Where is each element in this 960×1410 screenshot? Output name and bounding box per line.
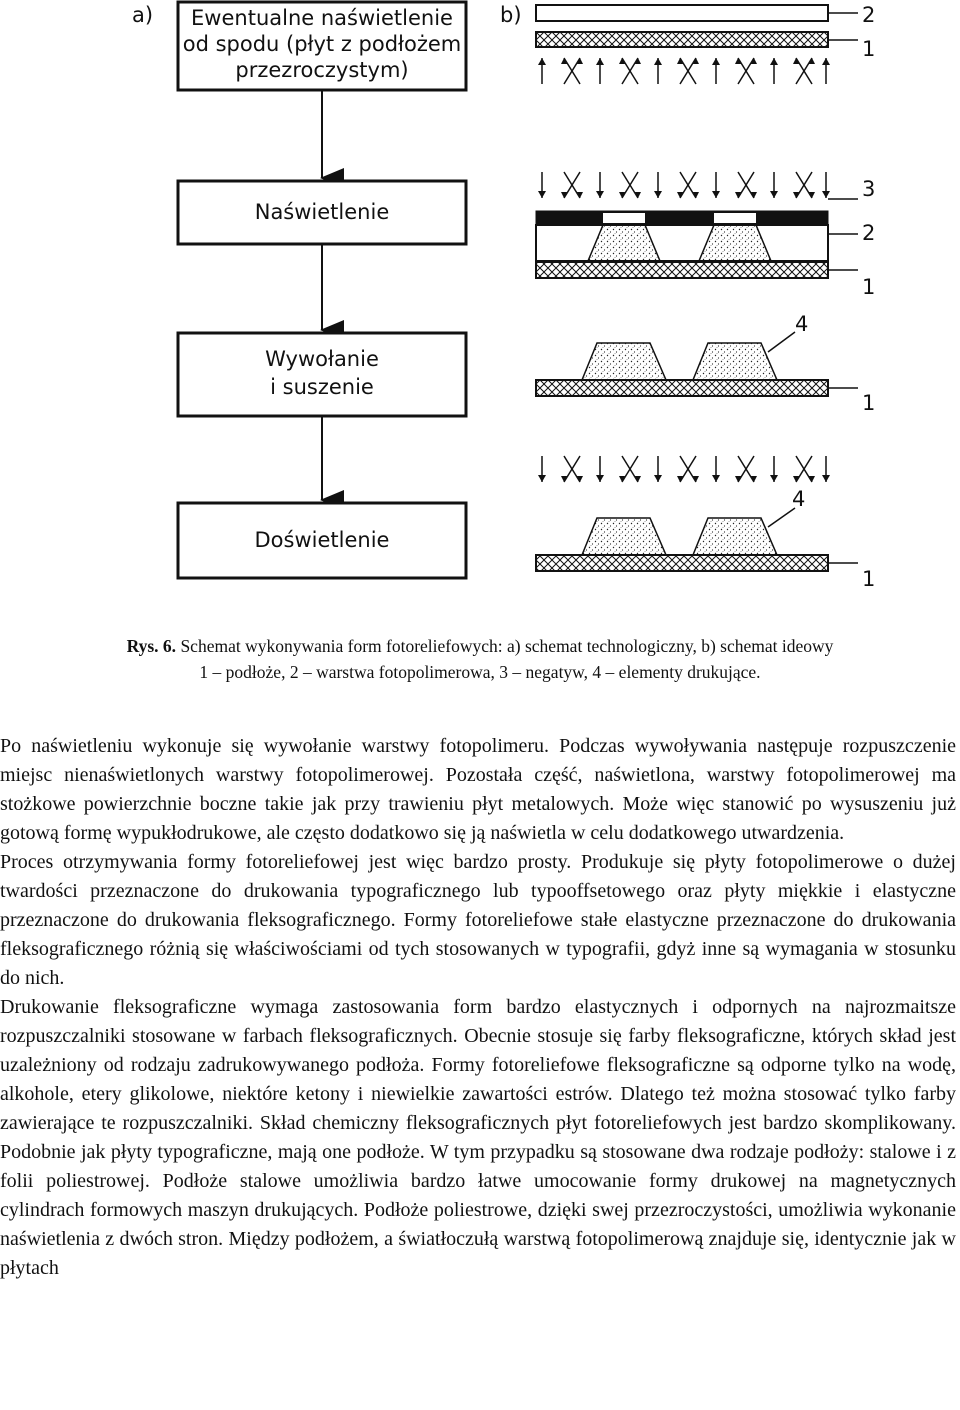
stage-2-light-rays xyxy=(538,172,830,198)
caption-text-1: Schemat wykonywania form fotoreliefowych: a) schemat technologiczny, b) schemat ideowy xyxy=(180,636,834,656)
figure-caption xyxy=(0,633,960,685)
flow-box-2-line-1: Naświetlenie xyxy=(254,200,390,224)
flow-box-3 xyxy=(178,333,466,416)
stage-1-label-2: 2 xyxy=(862,3,876,27)
stage-3-plate xyxy=(536,312,875,415)
stage-3-label-1: 1 xyxy=(862,391,876,415)
panel-b-label: b) xyxy=(500,3,522,27)
flow-box-1 xyxy=(178,2,466,90)
paragraph-1: Po naświetleniu wykonuje się wywołanie warstwy fotopolimeru. Podczas wywoływania następuje rozpuszczenie miejsc nienaświetlonych warstwy fotopolimerowej. Pozostała część, naświetlona, warstwy fotopolimerowej ma stożkowe powierzchnie boczne takie jak przy trawieniu płyt metalowych. Może więc stanowić po wysuszeniu już gotową formę wypukłodrukowe, ale często dodatkowo się ją naświetla w celu dodatkowego utwardzenia. xyxy=(0,735,956,844)
flow-box-1-line-3: przezroczystym) xyxy=(235,58,409,82)
body-text xyxy=(0,732,956,1283)
stage-3-label-4: 4 xyxy=(795,312,809,336)
stage-4-light-rays xyxy=(538,456,830,482)
flow-box-1-line-2: od spodu (płyt z podłożem xyxy=(182,32,462,56)
caption-line-1 xyxy=(0,633,960,659)
stage-4-plate xyxy=(536,487,875,591)
stage-2-label-3: 3 xyxy=(862,177,876,201)
flow-box-4-line-1: Doświetlenie xyxy=(254,528,390,552)
paragraph-3: Drukowanie fleksograficzne wymaga zastosowania form bardzo elastycznych i odpornych na najrozmaitsze rozpuszczalniki stosowane w farbach fleksograficznych. Obecnie stosuje się farby fleksograficzne, których skład jest uzależniony od rodzaju zadrukowywanego podłoża. Formy fotoreliefowe fleksograficzne są odporne tylko na wodę, alkohole, etery glikolowe, niektóre ketony i niewielkie zawartości estrów. Dlatego też można stosować tylko farby zawierające te rozpuszczalniki. Skład chemiczny fleksograficznych płyt fotoreliefowych jest bardzo skomplikowany. Podobnie jak płyty typograficzne, mają one podłoże. W tym przypadku są stosowane dwa rodzaje podłoży: stalowe i z folii poliestrowej. Podłoże stalowe umożliwia bardzo łatwe umocowanie formy drukowej na magnetycznych cylindrach formowych maszyn drukujących. Podłoże poliestrowe, dzięki swej przezroczystości, umożliwia wykonanie naświetlenia z dwóch stron. Między podłożem, a światłoczułą warstwą fotopolimerową znajduje się, identycznie jak w płytach xyxy=(0,996,956,1279)
stage-1-label-1: 1 xyxy=(862,37,876,61)
flow-box-3-line-2: i suszenie xyxy=(270,375,374,399)
stage-1-light-rays xyxy=(538,58,830,84)
flow-box-2 xyxy=(178,181,466,244)
paragraph-2: Proces otrzymywania formy fotoreliefowej jest więc bardzo prosty. Produkuje się płyty fotopolimerowe o dużej twardości przeznaczone do drukowania typograficznego lub typooffsetowego oraz płyty miękkie i elastyczne przeznaczone do drukowania fleksograficznego. Formy fotoreliefowe stałe elastyczne przeznaczone do drukowania fleksograficznego różnią się właściwościami od tych stosowanych w typografii, gdyż inne są wymagania w stosunku do nich. xyxy=(0,851,956,989)
caption-line-2: 1 – podłoże, 2 – warstwa fotopolimerowa, 3 – negatyw, 4 – elementy drukujące. xyxy=(199,662,761,682)
figure-schematic xyxy=(0,0,960,610)
stage-4-label-1: 1 xyxy=(862,567,876,591)
stage-2-label-2: 2 xyxy=(862,221,876,245)
flow-box-1-line-1: Ewentualne naświetlenie xyxy=(191,6,453,30)
stage-1-plate xyxy=(536,3,875,61)
caption-label: Rys. 6. xyxy=(126,636,177,656)
flow-box-4 xyxy=(178,503,466,578)
stage-2-label-1: 1 xyxy=(862,275,876,299)
panel-a-label: a) xyxy=(132,3,154,27)
stage-4-label-4: 4 xyxy=(792,487,806,511)
flow-box-3-line-1: Wywołanie xyxy=(265,347,379,371)
